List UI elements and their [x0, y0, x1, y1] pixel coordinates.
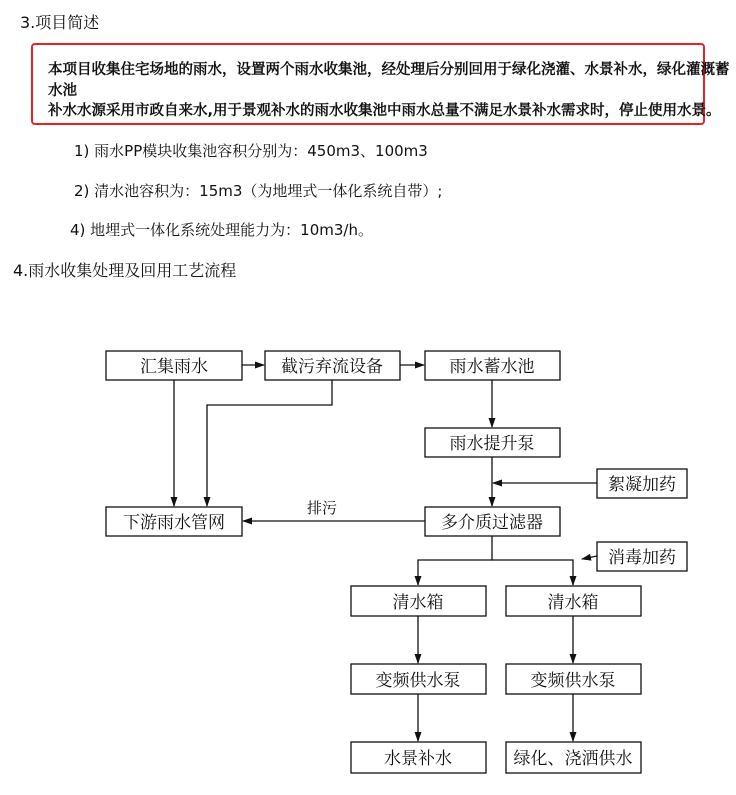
disinfection-dosing-label: 消毒加药 — [608, 548, 676, 568]
section-4-heading: 4.雨水收集处理及回用工艺流程 — [13, 261, 237, 280]
vfd-pump-right-node — [506, 664, 641, 694]
multimedia-filter-node — [425, 507, 560, 536]
collect-rainwater-label: 汇集雨水 — [140, 357, 208, 377]
discharge-label: 排污 — [306, 499, 338, 517]
landscape-water-node — [351, 742, 486, 773]
interception-device-label: 截污弃流设备 — [281, 357, 383, 377]
lift-pump-label: 雨水提升泵 — [449, 434, 535, 454]
storage-tank-node — [425, 351, 560, 380]
clear-tank-left-node — [351, 586, 486, 616]
list-item: 1) 雨水PP模块收集池容积分别为：450m3、100m3 — [74, 142, 428, 160]
clear-tank-left-label: 清水箱 — [392, 593, 444, 613]
section-3-heading: 3.项目简述 — [20, 13, 100, 32]
disinfection-dosing-node — [597, 542, 687, 571]
greening-supply-label: 绿化、浇洒供水 — [513, 749, 633, 769]
multimedia-filter-label: 多介质过滤器 — [441, 513, 543, 533]
arrow-intercept-to-downstream — [207, 380, 332, 506]
vfd-pump-left-label: 变频供水泵 — [375, 671, 461, 691]
clear-tank-right-label: 清水箱 — [547, 593, 599, 613]
arrow-filter-to-clear-right — [492, 560, 573, 585]
vfd-pump-right-label: 变频供水泵 — [530, 671, 616, 691]
collect-rainwater-node — [106, 351, 242, 380]
downstream-network-node — [106, 507, 242, 536]
downstream-network-label: 下游雨水管网 — [123, 513, 225, 533]
arrow-disinfect-to-line — [582, 556, 597, 559]
coagulant-dosing-label: 絮凝加药 — [608, 475, 676, 495]
clear-tank-right-node — [506, 586, 641, 616]
list-item: 4) 地埋式一体化系统处理能力为：10m3/h。 — [70, 221, 373, 239]
landscape-water-label: 水景补水 — [384, 749, 452, 769]
vfd-pump-left-node — [351, 664, 486, 694]
storage-tank-label: 雨水蓄水池 — [449, 357, 535, 377]
lift-pump-node — [425, 428, 560, 457]
list-item: 2) 清水池容积为：15m3（为地埋式一体化系统自带）; — [74, 182, 443, 200]
coagulant-dosing-node — [597, 469, 687, 498]
paragraph-line-1: 本项目收集住宅场地的雨水，设置两个雨水收集池，经处理后分别回用于绿化浇灌、水景补水，绿化灌溉蓄水池 — [48, 62, 730, 99]
arrow-filter-to-clear-left — [418, 536, 492, 585]
paragraph-line-2: 补水水源采用市政自来水,用于景观补水的雨水收集池中雨水总量不满足水景补水需求时，停止使用水景。 — [48, 103, 721, 119]
greening-supply-node — [506, 742, 641, 773]
interception-device-node — [265, 351, 400, 380]
